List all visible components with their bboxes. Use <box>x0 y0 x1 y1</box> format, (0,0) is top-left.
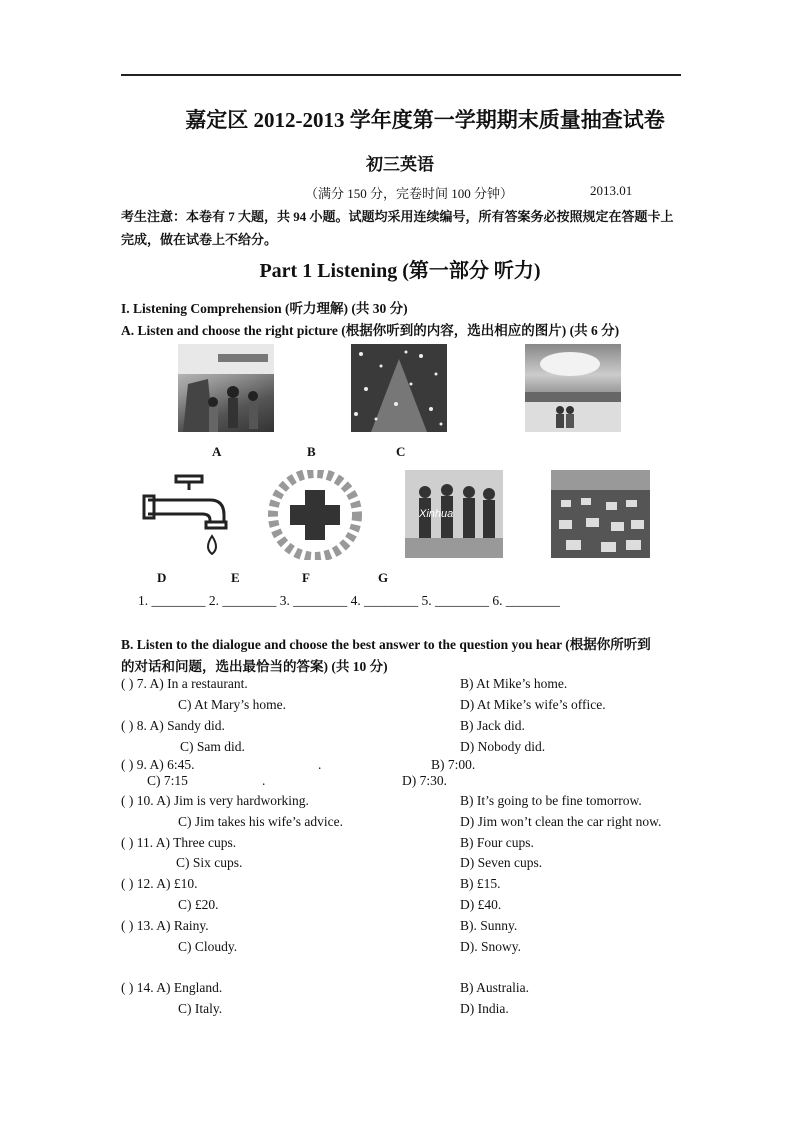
red-cross-picture <box>265 470 365 560</box>
question-11-option-b: B) Four cups. <box>460 835 534 850</box>
red-cross-icon <box>265 470 365 560</box>
question-8-option-d: D) Nobody did. <box>460 739 546 754</box>
question-14-option-c: C) Italy. <box>178 1001 223 1016</box>
section-b-heading-line2: 的对话和问题，选出最恰当的答案) (共 10 分) <box>121 659 388 674</box>
answer-blanks: 1. ________ 2. ________ 3. ________ 4. ________ 5. ________ 6. ________ <box>138 593 560 608</box>
question-9-option-b: B) 7:00. <box>431 757 476 772</box>
question-8-option-c: C) Sam did. <box>180 739 245 754</box>
exam-title: 嘉定区 2012-2013 学年度第一学期期末质量抽查试卷 <box>185 108 665 132</box>
question-12-option-d: D) £40. <box>460 897 502 912</box>
traffic-picture <box>551 470 650 558</box>
question-7-option-c: C) At Mary’s home. <box>178 697 286 712</box>
question-9-dot2: . <box>262 773 266 788</box>
question-9-option-a: ( ) 9. A) 6:45. <box>121 757 195 772</box>
question-10-option-c: C) Jim takes his wife’s advice. <box>178 814 343 829</box>
question-7-option-d: D) At Mike’s wife’s office. <box>460 697 606 712</box>
picture-label-c: C <box>396 444 406 459</box>
picture-label-g: G <box>378 570 389 585</box>
people-boarding-icon <box>178 344 274 432</box>
question-12-option-c: C) £20. <box>178 897 219 912</box>
faucet-picture <box>140 470 235 560</box>
question-8-option-b: B) Jack did. <box>460 718 525 733</box>
section-a-heading: A. Listen and choose the right picture (根据你听到的内容，选出相应的图片) (共 6 分) <box>121 323 620 338</box>
snowy-tree-picture <box>351 344 447 432</box>
part-title: Part 1 Listening (第一部分 听力) <box>259 260 541 282</box>
question-13-option-d: D). Snowy. <box>460 939 522 954</box>
question-13-option-b: B). Sunny. <box>460 918 518 933</box>
section-b-heading-line1: B. Listen to the dialogue and choose the best answer to the question you hear (根据你所听到 <box>121 637 651 652</box>
question-8-option-a: ( ) 8. A) Sandy did. <box>121 718 225 733</box>
question-7-option-a: ( ) 7. A) In a restaurant. <box>121 676 248 691</box>
question-10-option-b: B) It’s going to be fine tomorrow. <box>460 793 642 808</box>
question-11-option-c: C) Six cups. <box>176 855 243 870</box>
question-14-option-d: D) India. <box>460 1001 509 1016</box>
question-9-option-c: C) 7:15 <box>147 773 188 788</box>
question-12-option-a: ( ) 12. A) £10. <box>121 876 198 891</box>
question-11-option-d: D) Seven cups. <box>460 855 543 870</box>
picture-label-b: B <box>307 444 316 459</box>
exam-notice: 考生注意：本卷有 7 大题，共 94 小题。试题均采用连续编号，所有答案务必按照规定在答题卡上完成，做在试卷上不给分。 <box>121 209 674 247</box>
question-10-option-d: D) Jim won’t clean the car right now. <box>460 814 662 829</box>
picture-label-f: F <box>302 570 310 585</box>
question-13-option-a: ( ) 13. A) Rainy. <box>121 918 209 933</box>
airplane-boarding-picture <box>178 344 274 432</box>
top-rule <box>121 74 681 76</box>
watermark-text: Xinhua <box>419 508 454 520</box>
picture-label-e: E <box>231 570 240 585</box>
question-9-dot: . <box>318 757 322 772</box>
snow-tree-icon <box>351 344 447 432</box>
question-12-option-b: B) £15. <box>460 876 501 891</box>
question-11-option-a: ( ) 11. A) Three cups. <box>121 835 237 850</box>
question-9-option-d: D) 7:30. <box>402 773 447 788</box>
exam-subtitle: 初三英语 <box>366 155 434 174</box>
beach-scene-icon <box>525 344 621 432</box>
question-14-option-a: ( ) 14. A) England. <box>121 980 223 995</box>
question-10-option-a: ( ) 10. A) Jim is very hardworking. <box>121 793 309 808</box>
exam-info: （满分 150 分，完卷时间 100 分钟） <box>305 186 514 201</box>
water-tap-icon <box>140 470 235 560</box>
question-13-option-c: C) Cloudy. <box>178 939 238 954</box>
question-14-option-b: B) Australia. <box>460 980 529 995</box>
question-7-option-b: B) At Mike’s home. <box>460 676 568 691</box>
section-listening: I. Listening Comprehension (听力理解) (共 30 分) <box>121 301 408 316</box>
beach-picture <box>525 344 621 432</box>
students-picture <box>405 470 503 558</box>
picture-label-a: A <box>212 444 222 459</box>
traffic-cars-icon <box>551 470 650 558</box>
picture-label-d: D <box>157 570 167 585</box>
exam-date: 2013.01 <box>590 183 633 198</box>
